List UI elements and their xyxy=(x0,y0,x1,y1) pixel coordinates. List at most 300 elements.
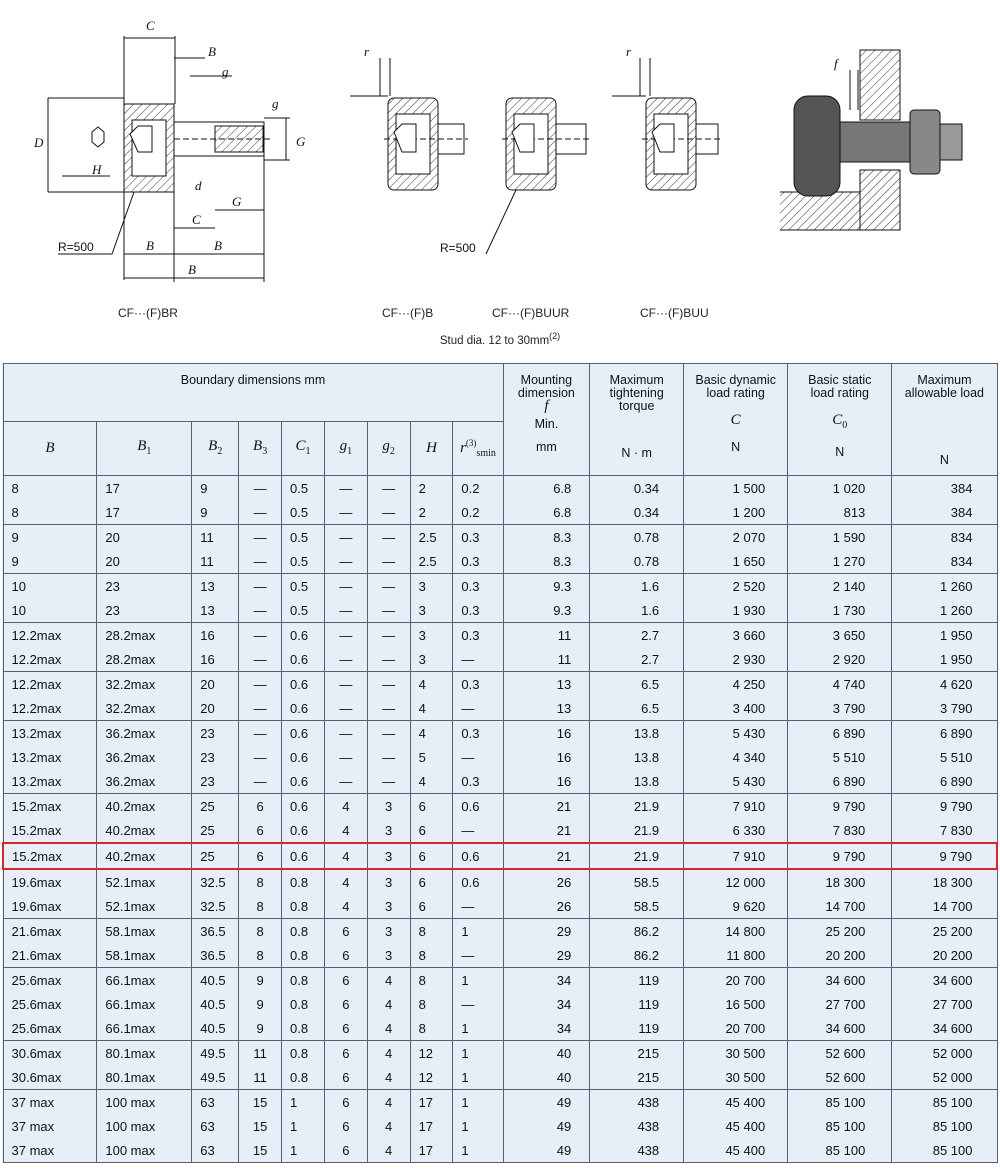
table-cell: 0.5 xyxy=(282,525,325,550)
table-cell: 29 xyxy=(503,943,590,968)
table-cell: 13.8 xyxy=(590,769,684,794)
table-cell: 1 xyxy=(453,1065,503,1090)
table-cell: 11 xyxy=(503,647,590,672)
label-r500-left: R=500 xyxy=(58,240,94,254)
table-cell: 2 070 xyxy=(684,525,788,550)
table-cell: 6.8 xyxy=(503,500,590,525)
table-cell: — xyxy=(239,647,282,672)
caption-cf-fbuu: CF···(F)BUU xyxy=(640,306,709,320)
table-cell: 52 000 xyxy=(892,1065,997,1090)
table-cell: 21 xyxy=(503,794,590,819)
table-cell: 2 920 xyxy=(788,647,892,672)
table-cell: 6 330 xyxy=(684,818,788,843)
table-cell: 15.2max xyxy=(3,818,97,843)
table-cell: 0.3 xyxy=(453,549,503,574)
table-cell: 26 xyxy=(503,869,590,894)
table-cell: 32.5 xyxy=(192,894,239,919)
table-cell: 36.5 xyxy=(192,919,239,944)
table-cell: 52.1max xyxy=(97,894,192,919)
table-cell: — xyxy=(324,574,367,599)
table-cell: 3 xyxy=(367,894,410,919)
table-cell: — xyxy=(367,721,410,746)
label-r-b: r xyxy=(364,44,370,59)
table-cell: 32.2max xyxy=(97,672,192,697)
table-cell: 0.6 xyxy=(453,794,503,819)
table-cell: — xyxy=(239,598,282,623)
table-cell: 3 xyxy=(410,574,453,599)
table-cell: 834 xyxy=(892,525,997,550)
table-cell: 58.5 xyxy=(590,869,684,894)
table-cell: 14 800 xyxy=(684,919,788,944)
table-row xyxy=(3,894,997,919)
table-cell: 9 790 xyxy=(892,794,997,819)
table-cell: 6 xyxy=(410,843,453,869)
table-cell: 3 xyxy=(367,818,410,843)
table-cell: 1 xyxy=(453,1041,503,1066)
table-cell: 6 xyxy=(410,894,453,919)
table-cell: 0.6 xyxy=(282,696,325,721)
table-cell: 25.6max xyxy=(3,992,97,1016)
table-cell: 12.2max xyxy=(3,672,97,697)
table-cell: 32.2max xyxy=(97,696,192,721)
table-row xyxy=(3,968,997,993)
table-cell: 1 270 xyxy=(788,549,892,574)
table-cell: 23 xyxy=(192,745,239,769)
table-cell: 2 xyxy=(410,476,453,501)
table-cell: 80.1max xyxy=(97,1041,192,1066)
table-cell: 25.6max xyxy=(3,968,97,993)
table-cell: 13 xyxy=(192,574,239,599)
table-cell: 11 xyxy=(239,1065,282,1090)
table-cell: 6 xyxy=(410,869,453,894)
table-cell: — xyxy=(453,894,503,919)
table-cell: 7 830 xyxy=(788,818,892,843)
table-row xyxy=(3,500,997,525)
table-cell: 3 660 xyxy=(684,623,788,648)
table-cell: 16 500 xyxy=(684,992,788,1016)
table-cell: 7 910 xyxy=(684,794,788,819)
table-cell: 4 xyxy=(367,992,410,1016)
table-cell: 0.8 xyxy=(282,1065,325,1090)
table-cell: 0.6 xyxy=(282,843,325,869)
table-cell: 6 890 xyxy=(788,769,892,794)
caption-cf-fbr: CF···(F)BR xyxy=(118,306,178,320)
caption-cf-fb: CF···(F)B xyxy=(382,306,434,320)
table-cell: 25 200 xyxy=(892,919,997,944)
table-cell: — xyxy=(324,745,367,769)
table-cell: 6 xyxy=(239,843,282,869)
table-cell: 0.8 xyxy=(282,992,325,1016)
label-b2: B xyxy=(214,238,222,253)
table-cell: 8.3 xyxy=(503,525,590,550)
table-cell: 36.2max xyxy=(97,721,192,746)
table-cell: 13.8 xyxy=(590,721,684,746)
table-cell: — xyxy=(453,992,503,1016)
table-cell: 6 xyxy=(324,992,367,1016)
table-cell: 4 xyxy=(410,672,453,697)
table-cell: 13.2max xyxy=(3,769,97,794)
table-cell: 9 xyxy=(192,476,239,501)
table-cell: 36.2max xyxy=(97,769,192,794)
table-cell: 3 xyxy=(410,647,453,672)
drawing-cf-fb xyxy=(350,58,468,190)
table-cell: 49 xyxy=(503,1090,590,1115)
table-cell: 4 xyxy=(410,696,453,721)
table-cell: 0.3 xyxy=(453,769,503,794)
label-r-buu: r xyxy=(626,44,632,59)
table-cell: — xyxy=(453,696,503,721)
table-cell: 14 700 xyxy=(788,894,892,919)
table-cell: 3 xyxy=(410,623,453,648)
table-cell: 20 700 xyxy=(684,968,788,993)
table-cell: 438 xyxy=(590,1114,684,1138)
table-cell: 6.8 xyxy=(503,476,590,501)
table-row xyxy=(3,647,997,672)
label-b1: B xyxy=(188,262,196,277)
table-cell: 27 700 xyxy=(788,992,892,1016)
table-cell: 2 520 xyxy=(684,574,788,599)
table-cell: 1 730 xyxy=(788,598,892,623)
table-cell: 20 xyxy=(97,549,192,574)
table-cell: — xyxy=(453,943,503,968)
table-cell: 8 xyxy=(410,968,453,993)
table-cell: 40.2max xyxy=(97,818,192,843)
table-cell: — xyxy=(367,574,410,599)
table-row xyxy=(3,574,997,599)
table-cell: — xyxy=(324,549,367,574)
table-cell: 23 xyxy=(97,598,192,623)
table-cell: 23 xyxy=(192,769,239,794)
table-cell: 58.5 xyxy=(590,894,684,919)
table-row xyxy=(3,769,997,794)
table-cell: 37 max xyxy=(3,1090,97,1115)
table-cell: 1.6 xyxy=(590,574,684,599)
table-cell: 15.2max xyxy=(3,794,97,819)
table-cell: 4 xyxy=(367,1138,410,1163)
table-cell: 5 510 xyxy=(892,745,997,769)
table-cell: 85 100 xyxy=(892,1138,997,1163)
table-cell: — xyxy=(324,647,367,672)
table-cell: 52.1max xyxy=(97,869,192,894)
table-cell: 4 740 xyxy=(788,672,892,697)
table-cell: 13.2max xyxy=(3,721,97,746)
table-cell: 0.8 xyxy=(282,919,325,944)
table-cell: 438 xyxy=(590,1138,684,1163)
table-cell: 23 xyxy=(192,721,239,746)
table-cell: 4 xyxy=(367,1065,410,1090)
table-cell: 8 xyxy=(410,1016,453,1041)
table-cell: 1 950 xyxy=(892,623,997,648)
table-cell: 25 xyxy=(192,818,239,843)
table-cell: 45 400 xyxy=(684,1138,788,1163)
table-cell: 1 200 xyxy=(684,500,788,525)
table-cell: 6 xyxy=(324,1138,367,1163)
table-cell: 4 xyxy=(324,869,367,894)
table-cell: 3 xyxy=(367,794,410,819)
table-cell: 40.2max xyxy=(97,794,192,819)
table-cell: 20 200 xyxy=(892,943,997,968)
table-cell: — xyxy=(367,696,410,721)
table-cell: 6 xyxy=(324,1090,367,1115)
table-cell: 1 650 xyxy=(684,549,788,574)
table-cell: 0.3 xyxy=(453,672,503,697)
table-cell: 6.5 xyxy=(590,672,684,697)
table-cell: 8.3 xyxy=(503,549,590,574)
table-cell: 40 xyxy=(503,1041,590,1066)
table-cell: 17 xyxy=(97,500,192,525)
table-row xyxy=(3,1041,997,1066)
table-cell: — xyxy=(324,500,367,525)
table-cell: 1 260 xyxy=(892,574,997,599)
table-cell: — xyxy=(239,476,282,501)
col-r-smin: $r^{(3)}_{smin}$ xyxy=(453,422,503,476)
table-cell: — xyxy=(367,598,410,623)
table-row xyxy=(3,525,997,550)
table-cell: 8 xyxy=(3,476,97,501)
table-cell: 21.9 xyxy=(590,794,684,819)
table-cell: 30 500 xyxy=(684,1065,788,1090)
table-cell: 0.6 xyxy=(282,745,325,769)
col-c1: $C_1$ xyxy=(282,422,325,476)
table-cell: 0.8 xyxy=(282,894,325,919)
table-cell: 45 400 xyxy=(684,1090,788,1115)
table-cell: 21.6max xyxy=(3,919,97,944)
specification-table-wrapper xyxy=(2,363,998,1163)
table-cell: 9 790 xyxy=(788,794,892,819)
table-cell: 16 xyxy=(192,623,239,648)
label-g1-thread: G xyxy=(232,194,242,209)
label-d-outer: D xyxy=(34,135,44,150)
table-cell: 13.2max xyxy=(3,745,97,769)
table-cell: 9 xyxy=(3,525,97,550)
table-cell: 6 xyxy=(410,818,453,843)
table-cell: 23 xyxy=(97,574,192,599)
table-row xyxy=(3,476,997,501)
table-cell: 5 510 xyxy=(788,745,892,769)
table-cell: 25 200 xyxy=(788,919,892,944)
table-cell: 21 xyxy=(503,843,590,869)
table-cell: 4 xyxy=(324,894,367,919)
stud-note: Stud dia. 12 to $30mm^{(2)}$ xyxy=(439,331,561,347)
table-cell: 6 xyxy=(239,818,282,843)
table-cell: 2.5 xyxy=(410,549,453,574)
table-row xyxy=(3,598,997,623)
table-cell: 0.6 xyxy=(282,721,325,746)
table-cell: — xyxy=(239,769,282,794)
table-cell: 28.2max xyxy=(97,647,192,672)
table-cell: 3 xyxy=(367,869,410,894)
table-cell: 9 xyxy=(3,549,97,574)
table-cell: 49.5 xyxy=(192,1065,239,1090)
table-cell: 1 950 xyxy=(892,647,997,672)
col-g1: $g_1$ xyxy=(324,422,367,476)
table-cell: 27 700 xyxy=(892,992,997,1016)
label-b3: B xyxy=(208,44,216,59)
table-cell: 0.3 xyxy=(453,598,503,623)
table-cell: 16 xyxy=(503,745,590,769)
table-cell: — xyxy=(239,721,282,746)
table-cell: 0.6 xyxy=(453,869,503,894)
table-cell: 14 700 xyxy=(892,894,997,919)
table-cell: 1 xyxy=(282,1114,325,1138)
label-c: C xyxy=(146,18,155,33)
table-cell: 20 xyxy=(192,696,239,721)
table-cell: 25.6max xyxy=(3,1016,97,1041)
table-cell: 4 xyxy=(367,1090,410,1115)
table-cell: 6 xyxy=(324,919,367,944)
table-cell: 9 790 xyxy=(892,843,997,869)
table-cell: — xyxy=(367,525,410,550)
table-row xyxy=(3,992,997,1016)
table-cell: 15 xyxy=(239,1090,282,1115)
table-cell: 1 xyxy=(453,968,503,993)
tightening-torque-header: Maximum tightening torque N · m xyxy=(590,364,684,476)
table-cell: 21.6max xyxy=(3,943,97,968)
table-cell: 6 xyxy=(324,943,367,968)
table-cell: 6 xyxy=(324,1041,367,1066)
table-cell: 15 xyxy=(239,1114,282,1138)
table-cell: 0.8 xyxy=(282,968,325,993)
table-row xyxy=(3,818,997,843)
table-cell: 0.3 xyxy=(453,623,503,648)
table-cell: 3 xyxy=(367,943,410,968)
table-cell: 6 890 xyxy=(892,769,997,794)
table-cell: 384 xyxy=(892,476,997,501)
caption-cf-fbuur: CF···(F)BUUR xyxy=(492,306,570,320)
table-cell: 49 xyxy=(503,1114,590,1138)
table-cell: 1 xyxy=(453,919,503,944)
table-row xyxy=(3,794,997,819)
table-cell: 0.6 xyxy=(282,769,325,794)
table-cell: 40.5 xyxy=(192,968,239,993)
table-cell: 4 xyxy=(324,843,367,869)
table-cell: 20 xyxy=(192,672,239,697)
table-cell: 0.2 xyxy=(453,476,503,501)
label-b: B xyxy=(146,238,154,253)
table-cell: 11 xyxy=(503,623,590,648)
table-cell: 0.6 xyxy=(282,818,325,843)
col-g2: $g_2$ xyxy=(367,422,410,476)
table-cell: 9 xyxy=(239,968,282,993)
table-cell: 8 xyxy=(239,919,282,944)
table-cell: 20 200 xyxy=(788,943,892,968)
table-cell: 34 xyxy=(503,1016,590,1041)
table-row xyxy=(3,623,997,648)
table-cell: 13 xyxy=(192,598,239,623)
table-cell: 40.5 xyxy=(192,992,239,1016)
table-cell: 9.3 xyxy=(503,598,590,623)
table-cell: 34 xyxy=(503,968,590,993)
col-b2: $B_2$ xyxy=(192,422,239,476)
table-cell: 8 xyxy=(239,943,282,968)
mounting-dimension-header: Mounting dimension f Min. mm xyxy=(503,364,590,476)
table-cell: — xyxy=(367,476,410,501)
table-cell: 119 xyxy=(590,968,684,993)
drawing-mounting xyxy=(780,50,962,230)
table-cell: 834 xyxy=(892,549,997,574)
table-cell: 3 xyxy=(367,919,410,944)
table-cell: 12.2max xyxy=(3,696,97,721)
table-cell: 19.6max xyxy=(3,894,97,919)
table-cell: 3 790 xyxy=(892,696,997,721)
drawing-cf-fbuur xyxy=(486,98,590,254)
table-cell: 11 800 xyxy=(684,943,788,968)
table-cell: 30.6max xyxy=(3,1065,97,1090)
table-cell: — xyxy=(367,672,410,697)
table-cell: 11 xyxy=(192,525,239,550)
table-cell: 0.8 xyxy=(282,1016,325,1041)
table-cell: 384 xyxy=(892,500,997,525)
table-cell: 5 430 xyxy=(684,721,788,746)
table-cell: 8 xyxy=(3,500,97,525)
table-cell: 29 xyxy=(503,919,590,944)
table-cell: 8 xyxy=(410,943,453,968)
table-cell: — xyxy=(324,769,367,794)
table-cell: 32.5 xyxy=(192,869,239,894)
table-cell: 4 xyxy=(367,1041,410,1066)
col-b: B xyxy=(3,422,97,476)
boundary-dimensions-header: Boundary dimensions mm xyxy=(3,364,503,422)
table-cell: 1 260 xyxy=(892,598,997,623)
table-cell: 66.1max xyxy=(97,968,192,993)
table-cell: 36.2max xyxy=(97,745,192,769)
table-cell: 4 620 xyxy=(892,672,997,697)
table-cell: 0.5 xyxy=(282,574,325,599)
table-cell: 8 xyxy=(410,992,453,1016)
table-cell: 86.2 xyxy=(590,919,684,944)
table-cell: 1 930 xyxy=(684,598,788,623)
table-cell: 15.2max xyxy=(3,843,97,869)
table-cell: 5 xyxy=(410,745,453,769)
table-cell: 119 xyxy=(590,992,684,1016)
table-cell: 2 930 xyxy=(684,647,788,672)
table-cell: 7 910 xyxy=(684,843,788,869)
table-cell: 15 xyxy=(239,1138,282,1163)
table-cell: 0.3 xyxy=(453,574,503,599)
table-cell: 63 xyxy=(192,1090,239,1115)
table-cell: 3 790 xyxy=(788,696,892,721)
table-cell: 1 xyxy=(282,1138,325,1163)
table-cell: 12 xyxy=(410,1065,453,1090)
table-cell: 5 430 xyxy=(684,769,788,794)
table-cell: 9 xyxy=(239,1016,282,1041)
table-cell: 21.9 xyxy=(590,818,684,843)
table-row xyxy=(3,869,997,894)
label-r500-right: R=500 xyxy=(440,241,476,255)
table-cell: 1 xyxy=(453,1138,503,1163)
table-cell: 52 600 xyxy=(788,1065,892,1090)
table-cell: 12.2max xyxy=(3,647,97,672)
table-cell: 17 xyxy=(410,1114,453,1138)
table-cell: 26 xyxy=(503,894,590,919)
table-cell: 4 xyxy=(367,1114,410,1138)
table-cell: 2 140 xyxy=(788,574,892,599)
table-cell: 6 xyxy=(324,1114,367,1138)
table-cell: 0.5 xyxy=(282,476,325,501)
table-cell: 4 xyxy=(410,721,453,746)
table-cell: 58.1max xyxy=(97,919,192,944)
table-row xyxy=(3,1138,997,1163)
drawing-cf-fbuu xyxy=(612,58,722,190)
label-g1: g xyxy=(272,96,279,111)
table-cell: 3 400 xyxy=(684,696,788,721)
table-row xyxy=(3,745,997,769)
table-cell: 20 xyxy=(97,525,192,550)
table-cell: 11 xyxy=(192,549,239,574)
table-body xyxy=(3,476,997,1163)
table-cell: 18 300 xyxy=(892,869,997,894)
table-cell: 0.6 xyxy=(282,794,325,819)
